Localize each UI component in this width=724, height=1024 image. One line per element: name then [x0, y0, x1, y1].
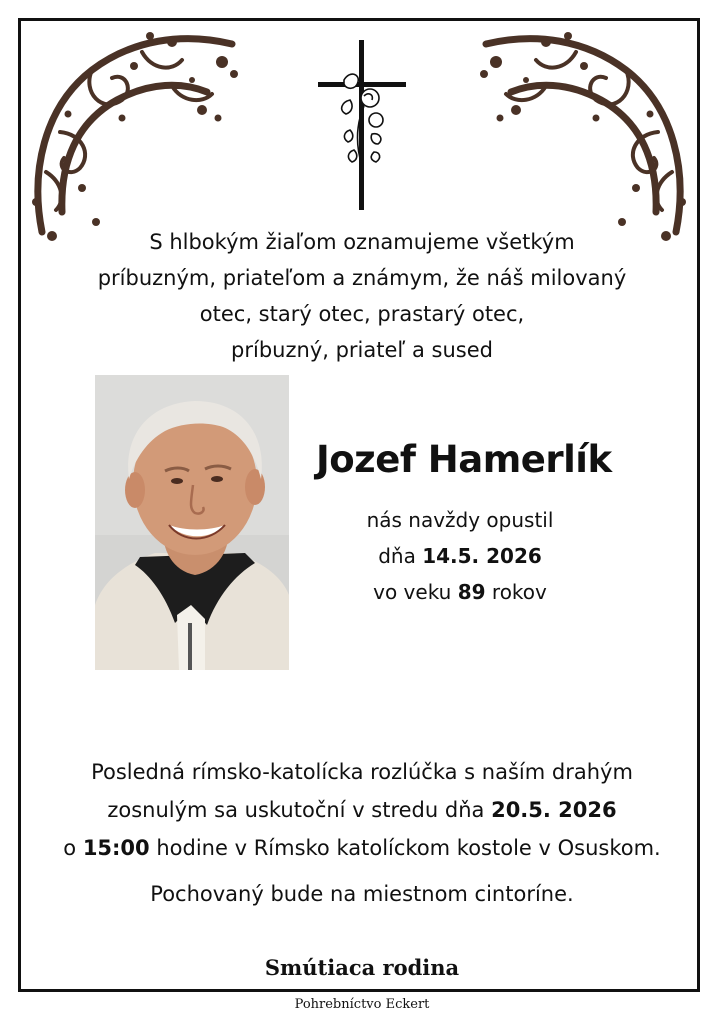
ceremony-info — [30, 753, 694, 867]
death-date-line — [350, 538, 570, 574]
ceremony-time: 15:00 — [82, 836, 150, 860]
death-date: 14.5. 2026 — [422, 544, 542, 568]
death-details — [350, 502, 570, 610]
ornament-corner-left — [22, 22, 244, 244]
deceased-name: Jozef Hamerlík — [316, 438, 612, 481]
intro-line: príbuzný, priateľ a sused — [231, 338, 493, 362]
age-prefix: vo veku — [373, 580, 452, 604]
ornament-corner-right — [474, 22, 696, 244]
cross-with-roses-icon — [314, 40, 410, 212]
ceremony-date: 20.5. 2026 — [491, 798, 617, 822]
intro-line: príbuzným, priateľom a známym, že náš milovaný — [97, 266, 627, 290]
ceremony-line-text: hodine v Rímsko katolíckom kostole v Osuskom. — [156, 836, 661, 860]
intro-line: otec, starý otec, prastarý otec, — [199, 302, 525, 326]
ceremony-line — [30, 791, 694, 829]
intro-line: S hlbokým žiaľom oznamujeme všetkým — [149, 230, 575, 254]
ceremony-line — [30, 829, 694, 867]
left-us-text: nás navždy opustil — [366, 508, 554, 532]
funeral-home-footer: Pohrebníctvo Eckert — [294, 997, 430, 1012]
ceremony-line-text: zosnulým sa uskutoční v stredu dňa — [107, 798, 485, 822]
signature: Smútiaca rodina — [264, 955, 460, 980]
age-value: 89 — [457, 580, 486, 604]
ceremony-line-text: o — [63, 836, 77, 860]
burial-info: Pochovaný bude na miestnom cintoríne. — [150, 882, 574, 906]
deceased-portrait-photo — [95, 375, 289, 670]
age-line — [350, 574, 570, 610]
ceremony-line: Posledná rímsko-katolícka rozlúčka s naším drahým — [91, 760, 633, 784]
age-suffix: rokov — [491, 580, 547, 604]
date-prefix: dňa — [378, 544, 416, 568]
announcement-intro — [40, 224, 684, 368]
